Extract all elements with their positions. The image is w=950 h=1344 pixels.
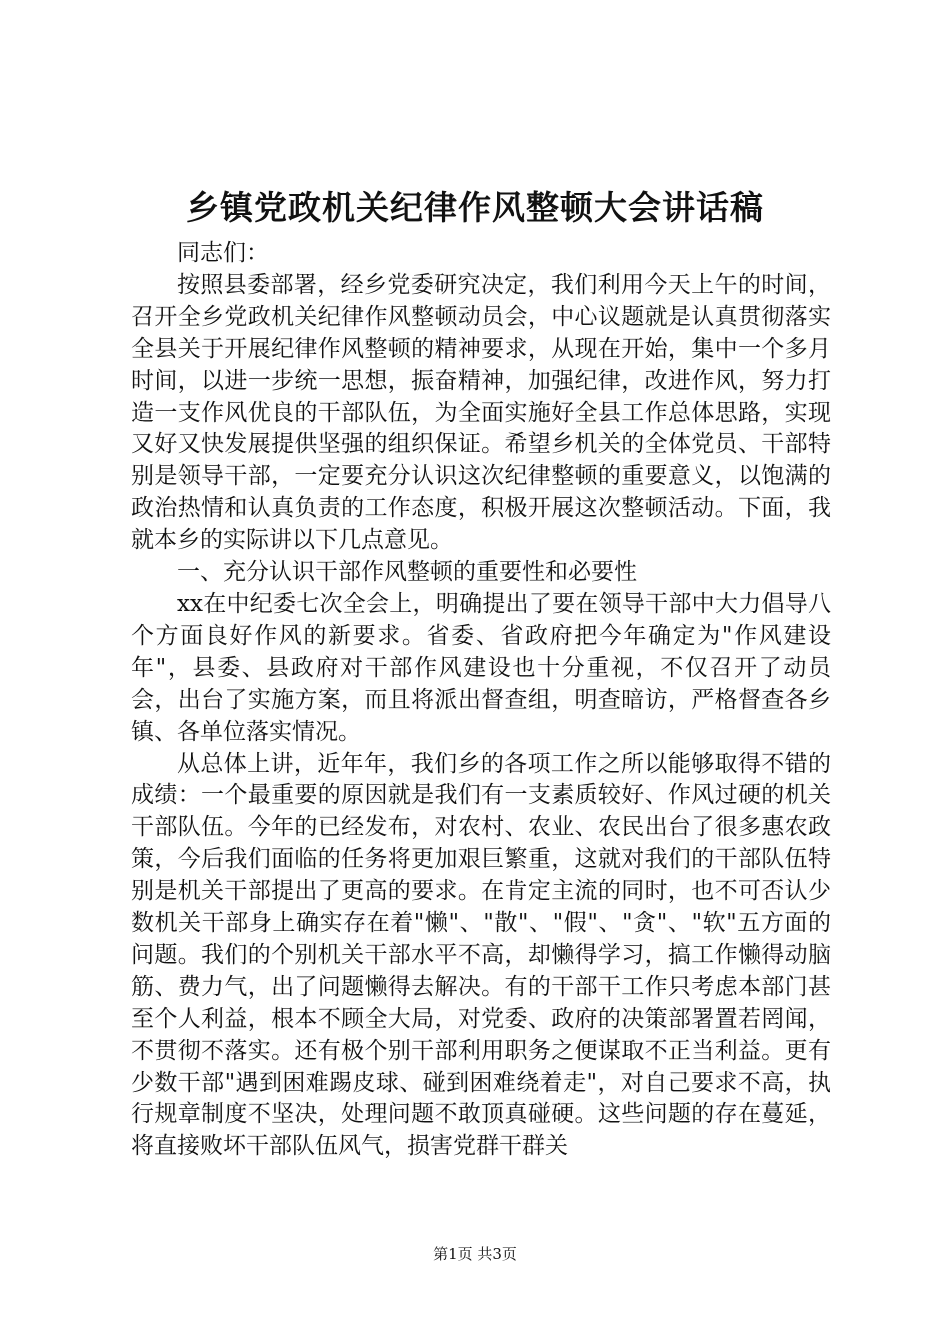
document-title: 乡镇党政机关纪律作风整顿大会讲话稿 [186, 188, 764, 227]
body-paragraph: xx在中纪委七次全会上，明确提出了要在领导干部中大力倡导八个方面良好作风的新要求。省委、省政府把今年确定为"作风建设年"，县委、县政府对干部作风建设也十分重视，不仅召开了动员会，出台了实施方案，而且将派出督查组，明查暗访，严格督查各乡镇、各单位落实情况。 [131, 590, 831, 745]
document-body [131, 238, 831, 1163]
body-paragraph: 从总体上讲，近年年，我们乡的各项工作之所以能够取得不错的成绩：一个最重要的原因就是我们有一支素质较好、作风过硬的机关干部队伍。今年的已经发布，对农村、农业、农民出台了很多惠农政策，今后我们面临的任务将更加艰巨繁重，这就对我们的干部队伍特别是机关干部提出了更高的要求。在肯定主流的同时，也不可否认少数机关干部身上确实存在着"懒"、"散"、"假"、"贪"、"软"五方面的问题。我们的个别机关干部水平不高，却懒得学习，搞工作懒得动脑筋、费力气，出了问题懒得去解决。有的干部干工作只考虑本部门甚至个人利益，根本不顾全大局，对党委、政府的决策部署置若罔闻，不贯彻不落实。还有极个别干部利用职务之便谋取不正当利益。更有少数干部"遇到困难踢皮球、碰到困难绕着走"，对自己要求不高，执行规章制度不坚决，处理问题不敢顶真碰硬。这些问题的存在蔓延，将直接败坏干部队伍风气，损害党群干群关 [131, 750, 831, 1160]
section-heading: 一、充分认识干部作风整顿的重要性和必要性 [177, 559, 637, 586]
salutation-paragraph: 同志们： [177, 240, 269, 266]
page-footer: 第1页 共3页 [433, 1245, 517, 1263]
intro-paragraph: 按照县委部署，经乡党委研究决定，我们利用今天上午的时间，召开全乡党政机关纪律作风整顿动员会，中心议题就是认真贯彻落实全县关于开展纪律作风整顿的精神要求，从现在开始，集中一个多月时间，以进一步统一思想，振奋精神，加强纪律，改进作风，努力打造一支作风优良的干部队伍，为全面实施好全县工作总体思路，实现又好又快发展提供坚强的组织保证。希望乡机关的全体党员、干部特别是领导干部，一定要充分认识这次纪律整顿的重要意义，以饱满的政治热情和认真负责的工作态度，积极开展这次整顿活动。下面，我就本乡的实际讲以下几点意见。 [131, 271, 831, 554]
